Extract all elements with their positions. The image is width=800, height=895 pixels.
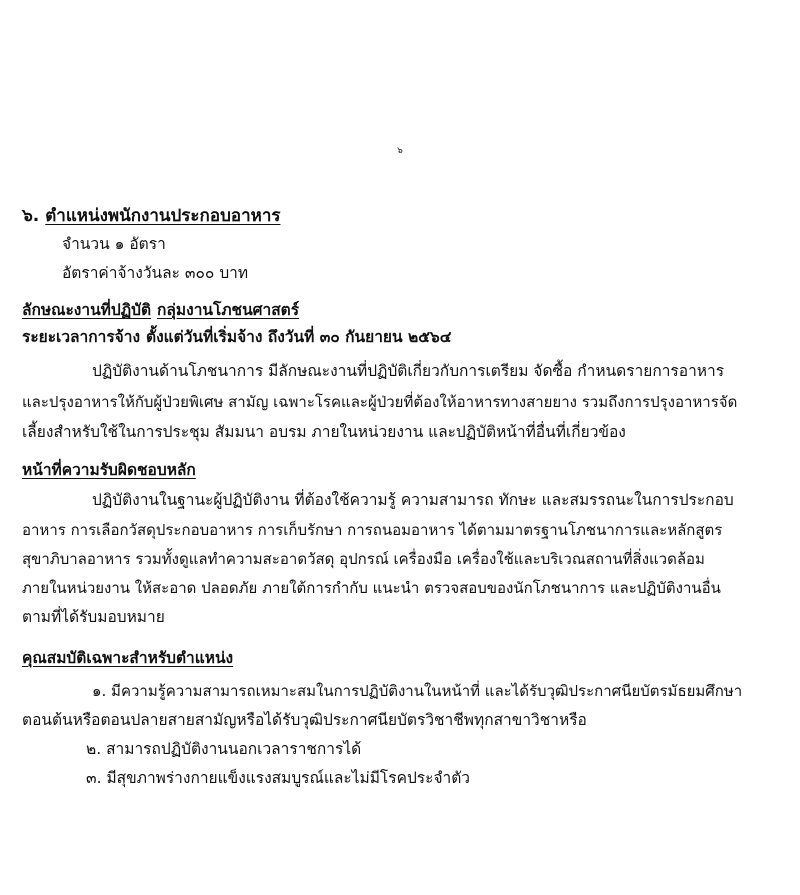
position-heading (22, 205, 281, 227)
qualification-item: ๑. มีความรู้ความสามารถเหมาะสมในการปฏิบัติงานในหน้าที่ และได้รับวุฒิประกาศนียบัตรมัธยมศึกษา (92, 682, 743, 700)
work-area-group: กลุ่มงานโภชนศาสตร์ (157, 301, 300, 319)
work-area-label-group (22, 301, 299, 319)
qualification-item: ตอนต้นหรือตอนปลายสายสามัญหรือได้รับวุฒิประกาศนียบัตรวิชาชีพทุกสาขาวิชาหรือ (22, 711, 587, 729)
work-area (22, 299, 299, 321)
position-title: ตำแหน่งพนักงานประกอบอาหาร (45, 206, 281, 226)
main-duties-line: ภายในหน่วยงาน ให้สะอาด ปลอดภัย ภายใต้การกำกับ แนะนำ ตรวจสอบของนักโภชนาการ และปฏิบัติงานอื่น (22, 579, 721, 597)
job-description-line: เลี้ยงสำหรับใช้ในการประชุม สัมมนา อบรม ภายในหน่วยงาน และปฏิบัติหน้าที่อื่นที่เกี่ยวข้อง (22, 423, 626, 441)
employment-period-text: ตั้งแต่วันที่เริ่มจ้าง ถึงวันที่ ๓๐ กันยายน ๒๕๖๔ (146, 328, 452, 346)
main-duties-line: สุขาภิบาลอาหาร รวมทั้งดูแลทำความสะอาดวัสดุ อุปกรณ์ เครื่องมือ เครื่องใช้และบริเวณสถานที่สิ่งแวดล้อม (22, 550, 705, 568)
page-number: ๖ (397, 146, 403, 156)
qualification-item: ๓. มีสุขภาพร่างกายแข็งแรงสมบูรณ์และไม่มีโรคประจำตัว (86, 769, 470, 787)
position-count: จำนวน ๑ อัตรา (62, 235, 166, 253)
work-area-label: ลักษณะงานที่ปฏิบัติ (22, 301, 152, 319)
employment-period-label: ระยะเวลาการจ้าง (22, 328, 141, 346)
main-duties-heading: หน้าที่ความรับผิดชอบหลัก (22, 461, 196, 479)
employment-period (22, 326, 452, 348)
qualification-item: ๒. สามารถปฏิบัติงานนอกเวลาราชการได้ (86, 740, 362, 758)
position-number: ๖. (22, 206, 40, 226)
qualifications-heading: คุณสมบัติเฉพาะสำหรับตำแหน่ง (22, 649, 234, 667)
position-wage: อัตราค่าจ้างวันละ ๓๐๐ บาท (62, 264, 249, 282)
main-duties-line: ปฏิบัติงานในฐานะผู้ปฏิบัติงาน ที่ต้องใช้ความรู้ ความสามารถ ทักษะ และสมรรถนะในการประกอบ (92, 491, 734, 509)
job-description-line: ปฏิบัติงานด้านโภชนาการ มีลักษณะงานที่ปฏิบัติเกี่ยวกับการเตรียม จัดซื้อ กำหนดรายการอาหาร (92, 362, 725, 380)
job-description-line: และปรุงอาหารให้กับผู้ป่วยพิเศษ สามัญ เฉพาะโรคและผู้ป่วยที่ต้องให้อาหารทางสายยาง รวมถึงการปรุงอาหารจัด (22, 393, 738, 411)
main-duties-line: อาหาร การเลือกวัสดุประกอบอาหาร การเก็บรักษา การถนอมอาหาร ได้ตามมาตรฐานโภชนาการและหลักสูตร (22, 521, 723, 539)
main-duties-line: ตามที่ได้รับมอบหมาย (22, 608, 165, 626)
